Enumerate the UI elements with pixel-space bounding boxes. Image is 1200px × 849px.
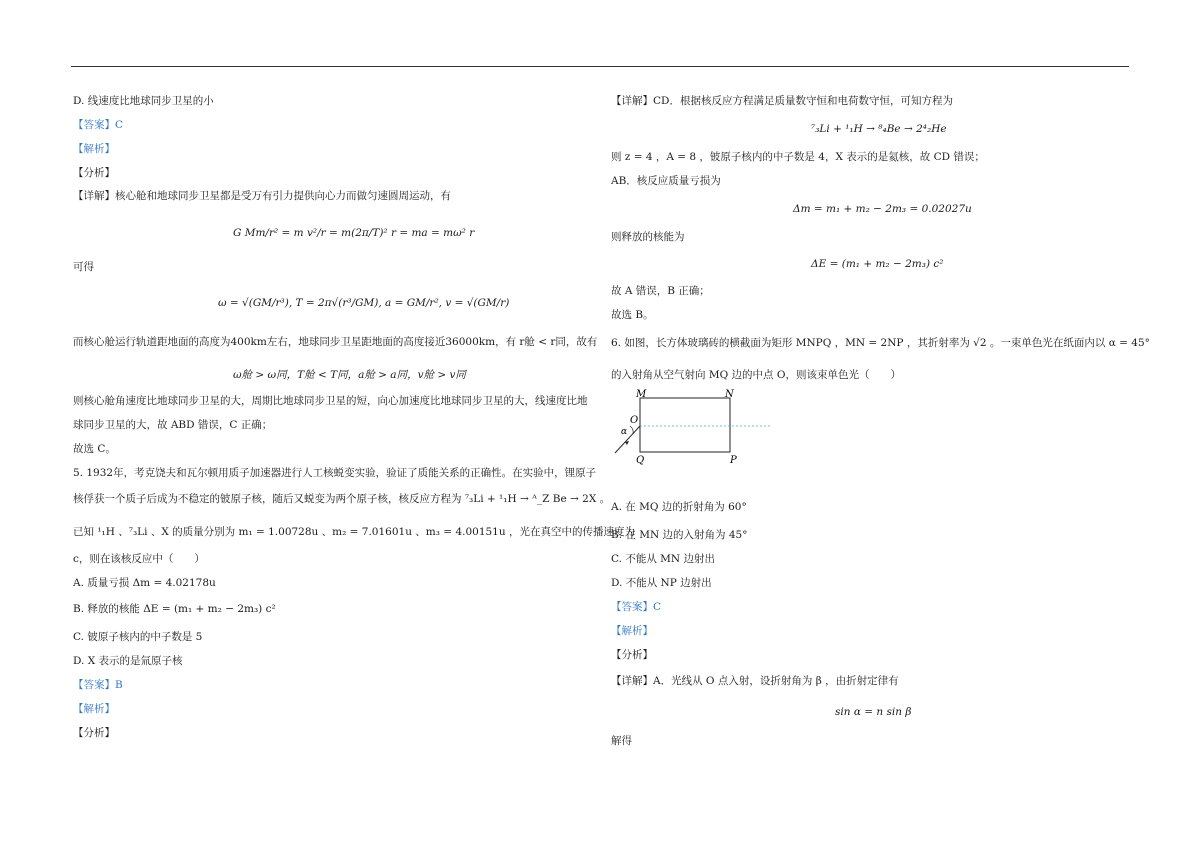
option-c: C. 铍原子核内的中子数是 5	[73, 631, 203, 643]
choose-text: 故选 C。	[73, 443, 116, 455]
label-m: M	[636, 389, 647, 400]
equation-energy: ΔE = (m₁ + m₂ − 2m₃) c²	[811, 258, 944, 270]
question5-line2: 核俘获一个质子后成为不稳定的铍原子核，随后又蜕变为两个原子核，核反应方程为 ⁷₃Li + ¹₁H → ᴬ_Z Be → 2X 。	[73, 493, 611, 505]
q6-option-d: D. 不能从 NP 边射出	[611, 577, 712, 589]
fenxi-label-2: 【分析】	[73, 727, 115, 739]
equation-mass-defect: Δm = m₁ + m₂ − 2m₃ = 0.02027u	[793, 203, 972, 215]
q6-option-a: A. 在 MQ 边的折射角为 60°	[611, 501, 747, 513]
header-rule	[71, 66, 1129, 67]
incident-ray	[615, 426, 640, 453]
option-b: B. 释放的核能 ΔE = (m₁ + m₂ − 2m₃) c²	[73, 603, 276, 615]
answer-label-3: 【答案】C	[611, 601, 662, 613]
equation-results: ω = √(GM/r³), T = 2π√(r³/GM), a = GM/r², v = √(GM/r)	[218, 297, 510, 309]
option-a: A. 质量亏损 Δm = 4.02178u	[73, 577, 216, 589]
detail-a-text: 【详解】A．光线从 O 点入射，设折射角为 β ，由折射定律有	[611, 675, 899, 687]
jiede-text: 解得	[611, 735, 632, 747]
question6-line1: 6. 如图，长方体玻璃砖的横截面为矩形 MNPQ ，MN = 2NP ，其折射率为 √2 。一束单色光在纸面内以 α = 45°	[611, 337, 1150, 349]
rectangle-mnpq	[640, 398, 730, 452]
question5-line3: 已知 ¹₁H 、⁷₃Li 、X 的质量分别为 m₁ = 1.00728u 、m₂ = 7.01601u 、m₃ = 4.00151u ，光在真空中的传播速度为	[73, 526, 635, 538]
answer-label: 【答案】C	[73, 119, 124, 131]
label-n: N	[725, 389, 734, 400]
option-d-previous: D. 线速度比地球同步卫星的小	[73, 95, 214, 107]
analysis-label-2: 【解析】	[73, 703, 115, 715]
kede-text: 可得	[73, 261, 94, 273]
paragraph-conclusion-b: 球同步卫星的大，故 ABD 错误，C 正确；	[73, 419, 273, 431]
release-text: 则释放的核能为	[611, 231, 685, 243]
equation-snell: sin α = n sin β	[835, 706, 912, 718]
paragraph-z-a: 则 z = 4 ，A = 8 ，铍原子核内的中子数是 4，X 表示的是氦核，故 CD 错误；	[611, 151, 985, 163]
option-d: D. X 表示的是氚原子核	[73, 655, 183, 667]
label-o: O	[630, 415, 639, 426]
equation-gravity: G Mm/r² = m v²/r = m(2π/T)² r = ma = mω² r	[233, 227, 475, 239]
q6-option-b: B. 在 MN 边的入射角为 45°	[611, 529, 748, 541]
analysis-label-3: 【解析】	[611, 625, 653, 637]
equation-compare: ω舱 > ω同，T舱 < T同，a舱 > a同，v舱 > v同	[233, 369, 466, 381]
label-q: Q	[636, 455, 645, 466]
question5-line4: c，则在该核反应中（ ）	[73, 553, 205, 565]
equation-reaction: ⁷₃Li + ¹₁H → ⁸₄Be → 2⁴₂He	[811, 123, 947, 135]
glass-brick-diagram	[611, 388, 781, 468]
paragraph-conclusion-a: 则核心舱角速度比地球同步卫星的大，周期比地球同步卫星的短，向心加速度比地球同步卫星的大，线速度比地	[73, 395, 588, 407]
analysis-label: 【解析】	[73, 143, 115, 155]
question6-line2: 的入射角从空气射向 MQ 边的中点 O，则该束单色光（ ）	[611, 369, 901, 381]
fenxi-label-3: 【分析】	[611, 649, 653, 661]
answer-label-2: 【答案】B	[73, 679, 123, 691]
angle-arc	[630, 426, 633, 434]
paragraph-orbit: 而核心舱运行轨道距地面的高度为400km左右，地球同步卫星距地面的高度接近36000km，有 r舱 < r同，故有	[73, 336, 598, 348]
fenxi-label: 【分析】	[73, 167, 115, 179]
detail-cd: 【详解】CD．根据核反应方程满足质量数守恒和电荷数守恒，可知方程为	[611, 95, 953, 107]
q6-option-c: C. 不能从 MN 边射出	[611, 553, 715, 565]
a-wrong-text: 故 A 错误，B 正确；	[611, 285, 710, 297]
label-p: P	[730, 455, 737, 466]
choose-b-text: 故选 B。	[611, 309, 654, 321]
detail-text: 【详解】核心舱和地球同步卫星都是受万有引力提供向心力而做匀速圆周运动，有	[73, 190, 451, 202]
label-alpha: α	[621, 427, 628, 437]
question5-line1: 5. 1932年，考克饶夫和瓦尔顿用质子加速器进行人工核蜕变实验，验证了质能关系的正确性。在实验中，锂原子	[73, 467, 597, 479]
ab-text: AB．核反应质量亏损为	[611, 175, 721, 187]
